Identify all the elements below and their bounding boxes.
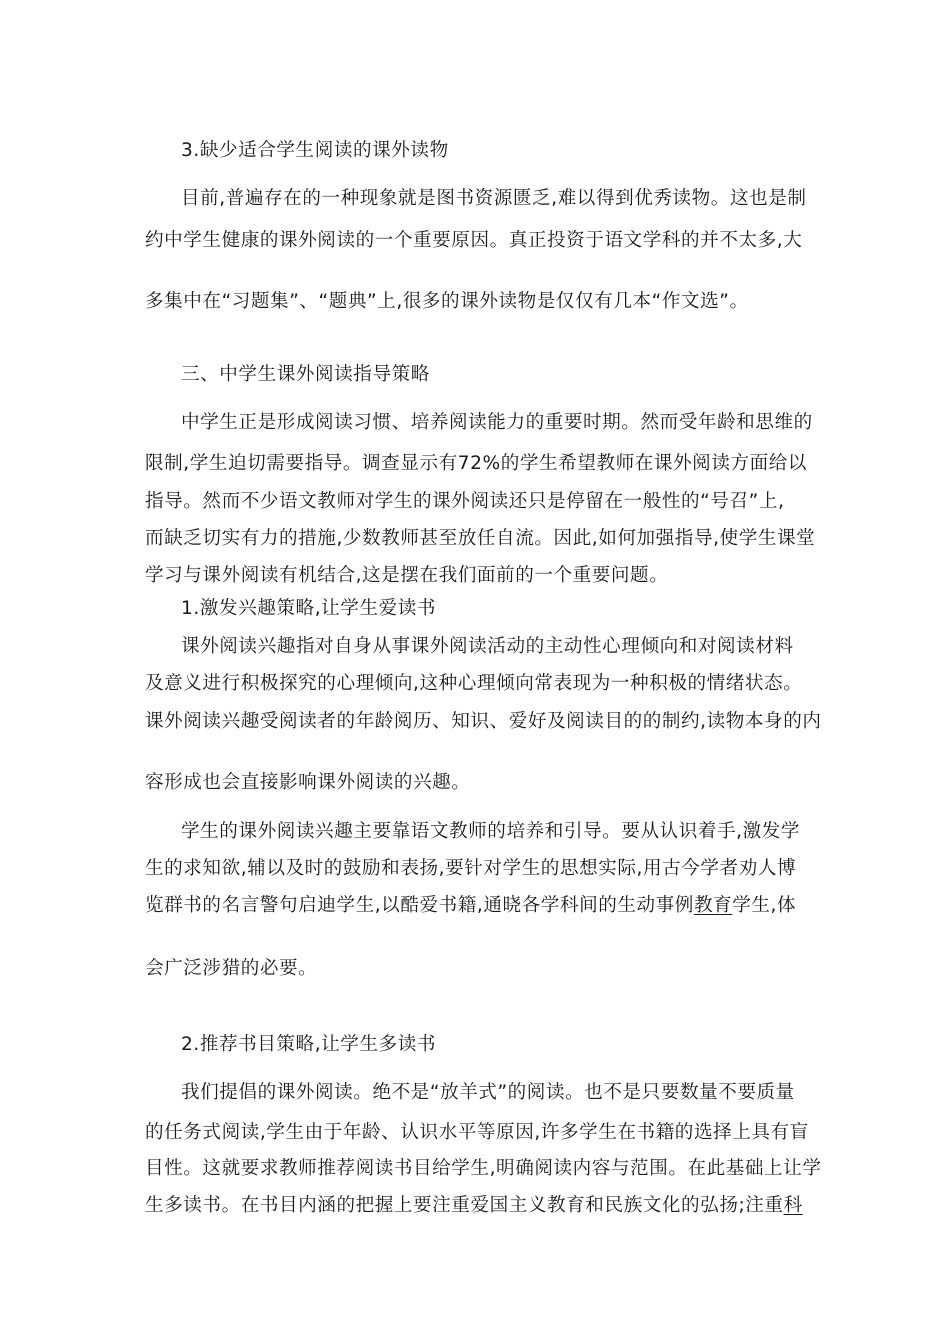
subheading-interest-strategy: 1.激发兴趣策略,让学生爱读书 bbox=[181, 598, 437, 619]
paragraph-line: 我们提倡的课外阅读。绝不是“放羊式”的阅读。也不是只要数量不要质量 bbox=[181, 1082, 795, 1103]
paragraph-line: 课外阅读兴趣指对自身从事课外阅读活动的主动性心理倾向和对阅读材料 bbox=[181, 636, 794, 657]
paragraph-line: 学生的课外阅读兴趣主要靠语文教师的培养和引导。要从认识着手,激发学 bbox=[181, 821, 801, 842]
paragraph-line bbox=[145, 893, 796, 919]
section-title-guidance-strategies: 三、中学生课外阅读指导策略 bbox=[181, 364, 430, 385]
paragraph-line: 限制,学生迫切需要指导。调查显示有72%的学生希望教师在课外阅读方面给以 bbox=[145, 453, 808, 474]
paragraph-line bbox=[145, 1193, 803, 1219]
paragraph-line: 约中学生健康的课外阅读的一个重要原因。真正投资于语文学科的并不太多,大 bbox=[145, 230, 803, 251]
paragraph-line: 容形成也会直接影响课外阅读的兴趣。 bbox=[145, 772, 471, 793]
subheading-recommend-books-strategy: 2.推荐书目策略,让学生多读书 bbox=[181, 1034, 437, 1055]
paragraph-line: 目性。这就要求教师推荐阅读书目给学生,明确阅读内容与范围。在此基础上让学 bbox=[145, 1158, 822, 1179]
paragraph-line: 的任务式阅读,学生由于年龄、认识水平等原因,许多学生在书籍的选择上具有盲 bbox=[145, 1122, 809, 1143]
paragraph-line: 多集中在“习题集”、“题典”上,很多的课外读物是仅仅有几本“作文选”。 bbox=[145, 291, 749, 312]
paragraph-line: 而缺乏切实有力的措施,少数教师甚至放任自流。因此,如何加强指导,使学生课堂 bbox=[145, 528, 816, 549]
paragraph-line: 课外阅读兴趣受阅读者的年龄阅历、知识、爱好及阅读目的的制约,读物本身的内 bbox=[145, 711, 822, 732]
paragraph-line: 中学生正是形成阅读习惯、培养阅读能力的重要时期。然而受年龄和思维的 bbox=[181, 412, 813, 433]
link-education[interactable]: 教育 bbox=[693, 895, 733, 916]
paragraph-text: 览群书的名言警句启迪学生,以酷爱书籍,通晓各学科间的生动事例 bbox=[145, 895, 694, 916]
paragraph-line: 会广泛涉猎的必要。 bbox=[145, 958, 318, 979]
paragraph-line: 目前,普遍存在的一种现象就是图书资源匮乏,难以得到优秀读物。这也是制 bbox=[181, 188, 807, 209]
paragraph-line: 生的求知欲,辅以及时的鼓励和表扬,要针对学生的思想实际,用古今学者劝人博 bbox=[145, 858, 797, 879]
paragraph-line: 及意义进行积极探究的心理倾向,这种心理倾向常表现为一种积极的情绪状态。 bbox=[145, 673, 803, 694]
paragraph-line: 指导。然而不少语文教师对学生的课外阅读还只是停留在一般性的“号召”上, bbox=[145, 491, 785, 512]
paragraph-text: 学生,体 bbox=[732, 895, 797, 916]
link-science[interactable]: 科 bbox=[783, 1195, 803, 1216]
subheading-lack-of-reading-materials: 3.缺少适合学生阅读的课外读物 bbox=[181, 140, 449, 161]
paragraph-text: 生多读书。在书目内涵的把握上要注重爱国主义教育和民族文化的弘扬;注重 bbox=[145, 1195, 784, 1216]
paragraph-line: 学习与课外阅读有机结合,这是摆在我们面前的一个重要问题。 bbox=[145, 565, 669, 586]
